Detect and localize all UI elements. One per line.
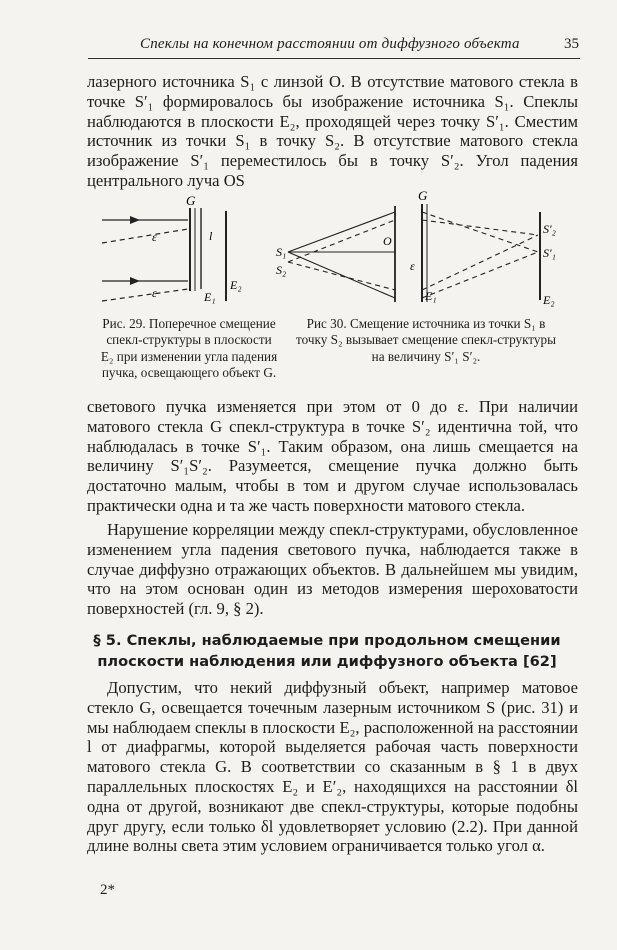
fig30-label-G: G <box>418 190 428 203</box>
fig30-conv-lower-2 <box>422 235 538 290</box>
fig29-arrow-bottom <box>130 277 140 285</box>
signature-mark: 2* <box>100 882 115 898</box>
figure-29-caption: Рис. 29. Поперечное смещение спекл-структуры в плоскости E₂ при изменении угла падения пучка, освещающего объект G. <box>100 316 278 381</box>
paragraph-3: Нарушение корреляции между спекл-структурами, обусловленное изменением угла падения светового пучка, наблюдается также в случае диффузно отражающих объектов. В дальнейшем мы увидим, что на этом основан один из методов измерения шероховатости поверхностей (гл. 9, § 2). <box>87 520 578 619</box>
fig30-ray-lower <box>288 252 395 298</box>
fig30-label-E1: E₁ <box>425 289 437 303</box>
fig30-label-eps: ε <box>410 259 415 273</box>
fig30-ray-upper <box>288 212 395 252</box>
figure-30-diagram <box>270 190 570 310</box>
fig30-label-S1: S₁ <box>276 245 287 259</box>
fig29-arrow-top <box>130 216 140 224</box>
fig30-conv-upper <box>422 212 538 252</box>
fig30-label-E2: E₂ <box>543 293 555 307</box>
page-number: 35 <box>564 36 579 52</box>
fig29-label-E1: E₁ <box>204 290 216 304</box>
paragraph-4: Допустим, что некий диффузный объект, например матовое стекло G, освещается точечным лазерным источником S (рис. 31) и мы наблюдаем спеклы в плоскости E₂, расположенной на расстоянии l от диафрагмы, которой выделяется рабочая часть поверхности матового стекла G. В соответствии со сказанным в § 1 в двух параллельных плоскостях E₂ и E′₂, находящихся на расстоянии δl одна от другой, возникают две спекл-структуры, которые подобны друг другу, если только δl удовлетворяет условию (2.2). При данной длине волны света этим условием ограничивается только угол α. <box>87 678 578 856</box>
running-title: Спеклы на конечном расстоянии от диффузного объекта <box>140 36 520 52</box>
fig29-label-eps-bottom: ε <box>152 286 157 300</box>
fig30-dashed-upper <box>288 220 395 262</box>
fig29-dashed-bottom <box>102 289 188 301</box>
fig29-label-G: G <box>186 193 196 208</box>
fig29-dashed-top <box>102 229 188 243</box>
fig30-label-O: O <box>383 234 392 248</box>
paragraph-2: светового пучка изменяется при этом от 0 до ε. При наличии матового стекла G спекл-структура в точке S′₂ идентична той, что наблюдалась в точке S′₁. Таким образом, она лишь смещается на величину S′₁S′₂. Разумеется, смещение пучка должно быть достаточно малым, чтобы в том и другом случае использовалась практически одна и та же часть поверхности матового стекла. <box>87 397 578 515</box>
fig30-label-S2: S₂ <box>276 263 287 277</box>
header-rule <box>88 58 580 59</box>
fig29-label-l: l <box>209 229 213 243</box>
figure-29-diagram <box>100 193 270 308</box>
fig30-label-S1-prime: S′₁ <box>543 246 556 260</box>
fig30-conv-upper-2 <box>422 220 538 235</box>
section-heading: § 5. Спеклы, наблюдаемые при продольном смещении плоскости наблюдения или диффузного объекта [62] <box>93 632 561 670</box>
figure-30-caption: Рис 30. Смещение источника из точки S₁ в точку S₂ вызывает смещение спекл-структуры на величину S′₁ S′₂. <box>296 316 556 364</box>
fig30-dashed-lower <box>288 262 395 290</box>
fig30-label-S2-prime: S′₂ <box>543 222 556 236</box>
fig29-label-eps-top: ε <box>152 230 157 244</box>
fig29-label-E2: E₂ <box>230 278 242 292</box>
fig30-conv-lower <box>422 252 538 298</box>
paragraph-1: лазерного источника S₁ с линзой O. В отсутствие матового стекла в точке S′₁ формировалось бы изображение источника S₁. Спеклы наблюдаются в плоскости E₂, проходящей через точку S′₁. Сместим источник из точки S₁ в точку S₂. В отсутствие матового стекла изображение S′₁ переместилось бы в точку S′₂. Угол падения центрального луча OS <box>87 72 578 190</box>
